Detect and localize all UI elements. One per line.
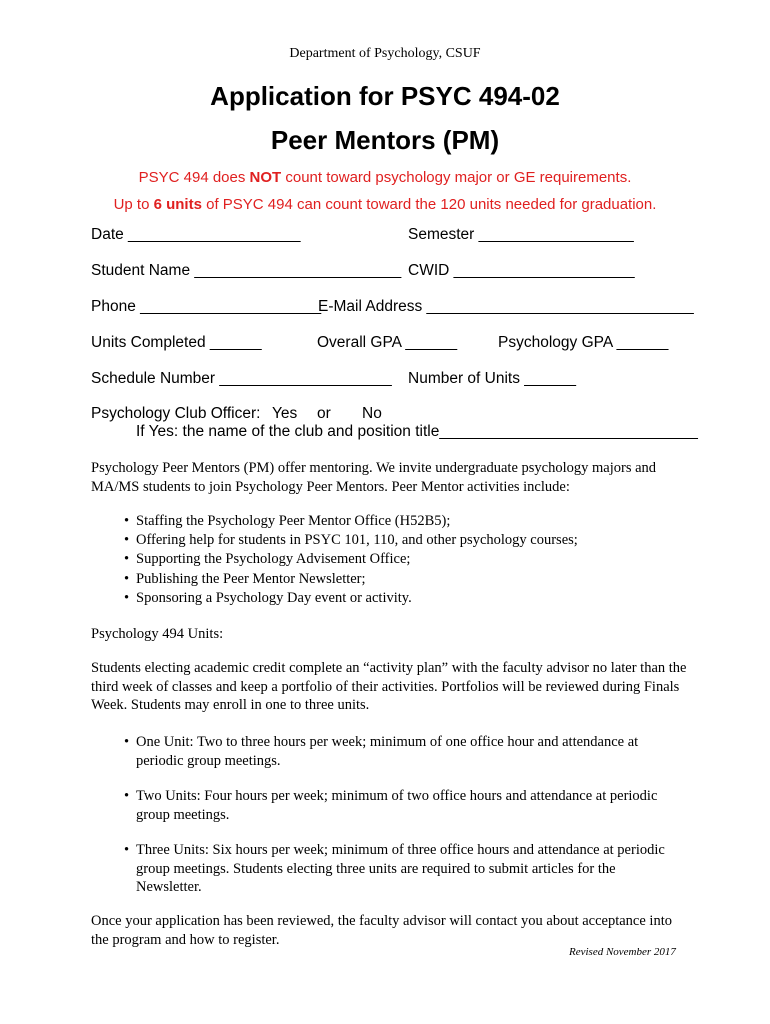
club-officer-label: Psychology Club Officer:: [91, 405, 261, 422]
unit-option-two: [124, 787, 684, 824]
list-item: [124, 512, 578, 531]
club-officer-yes[interactable]: Yes: [272, 405, 298, 422]
department-heading: Department of Psychology, CSUF: [289, 46, 481, 61]
list-item: [124, 531, 578, 550]
units-heading: Psychology 494 Units:: [91, 626, 224, 642]
list-item-text: Offering help for students in PSYC 101, 110, and other psychology courses;: [136, 532, 578, 549]
bullet-icon: •: [124, 788, 130, 804]
cwid-field[interactable]: CWID _____________________: [408, 262, 635, 279]
number-of-units-field[interactable]: Number of Units ______: [408, 370, 577, 387]
notice-not-count: [0, 169, 770, 186]
units-intro-paragraph: Students electing academic credit complete an “activity plan” with the faculty advisor no later than the third week of classes and keep a portfolio of their activities. Portfolios will be reviewed during Finals Week. Students may enroll in one to three units.: [91, 660, 687, 713]
page-subtitle: Peer Mentors (PM): [270, 125, 500, 155]
notice-1-pre: PSYC 494 does: [138, 169, 250, 186]
closing-paragraph: Once your application has been reviewed, the faculty advisor will contact you about acceptance into the program and how to register.: [91, 913, 672, 948]
activities-list: [124, 512, 578, 608]
psychology-gpa-field[interactable]: Psychology GPA ______: [498, 334, 669, 351]
overall-gpa-field[interactable]: Overall GPA ______: [317, 334, 458, 351]
page-title: Application for PSYC 494-02: [210, 81, 560, 111]
bullet-icon: •: [124, 513, 130, 529]
notice-units-count: [0, 196, 770, 213]
notice-1-bold: NOT: [249, 169, 282, 186]
bullet-icon: •: [124, 734, 130, 750]
bullet-icon: •: [124, 842, 130, 858]
unit-option-text: Two Units: Four hours per week; minimum of two office hours and attendance at periodic group meetings.: [136, 788, 658, 823]
date-field[interactable]: Date ____________________: [91, 226, 301, 243]
list-item-text: Supporting the Psychology Advisement Office;: [136, 551, 411, 568]
intro-paragraph: Psychology Peer Mentors (PM) offer mentoring. We invite undergraduate psychology majors and MA/MS students to join Psychology Peer Mentors. Peer Mentor activities include:: [91, 460, 657, 495]
unit-option-text: One Unit: Two to three hours per week; minimum of one office hour and attendance at periodic group meetings.: [136, 734, 639, 769]
notice-1-post: count toward psychology major or GE requirements.: [281, 169, 632, 186]
units-completed-field[interactable]: Units Completed ______: [91, 334, 262, 351]
list-item: [124, 550, 578, 569]
notice-2-pre: Up to: [113, 196, 154, 213]
club-officer-or: or: [317, 405, 331, 422]
unit-option-one: [124, 733, 684, 770]
bullet-icon: •: [124, 589, 130, 606]
bullet-icon: •: [124, 532, 130, 549]
club-position-field[interactable]: If Yes: the name of the club and position title______________________________: [136, 423, 698, 440]
list-item-text: Publishing the Peer Mentor Newsletter;: [136, 570, 366, 587]
unit-option-three: [124, 841, 684, 897]
bullet-icon: •: [124, 551, 130, 568]
list-item-text: Sponsoring a Psychology Day event or activity.: [136, 589, 412, 606]
bullet-icon: •: [124, 570, 130, 587]
email-field[interactable]: E-Mail Address _______________________________: [318, 298, 694, 315]
student-name-field[interactable]: Student Name ________________________: [91, 262, 402, 279]
revised-date: Revised November 2017: [569, 946, 676, 958]
list-item: [124, 589, 578, 608]
list-item: [124, 570, 578, 589]
unit-option-text: Three Units: Six hours per week; minimum of three office hours and attendance at periodic group meetings. Students electing three units are required to submit articles for the Newsletter.: [136, 842, 665, 895]
notice-2-bold: 6 units: [153, 196, 202, 213]
notice-2-post: of PSYC 494 can count toward the 120 units needed for graduation.: [201, 196, 657, 213]
list-item-text: Staffing the Psychology Peer Mentor Office (H52B5);: [136, 513, 451, 529]
club-officer-no[interactable]: No: [362, 405, 382, 422]
schedule-number-field[interactable]: Schedule Number ____________________: [91, 370, 392, 387]
phone-field[interactable]: Phone _____________________: [91, 298, 322, 315]
semester-field[interactable]: Semester __________________: [408, 226, 634, 243]
